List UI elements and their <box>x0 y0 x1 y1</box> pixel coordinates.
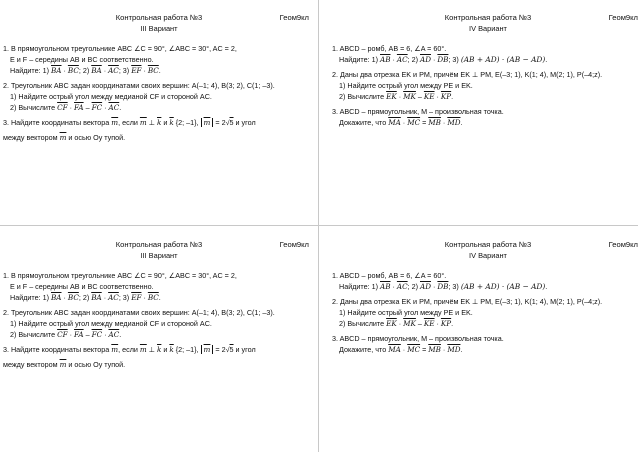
minus-operator: – <box>85 330 90 339</box>
vector: $\overline{BA}$ <box>91 66 102 75</box>
card-title: Контрольная работа №3 <box>444 13 532 22</box>
card-title: Контрольная работа №3 <box>115 13 203 22</box>
dot-operator: · <box>104 103 107 112</box>
separator: ; 2) <box>407 282 418 291</box>
vector: $\overline{k}$ <box>157 118 162 127</box>
vector: $\overline{FC}$ <box>91 103 103 112</box>
vector: $\overline{MA}$ <box>388 345 401 354</box>
problem-2-statement: 2. Даны два отрезка EK и PM, причём EK ⊥ PM, E(–3; 1), K(1; 4), M(2; 1), P(–4;z). <box>332 297 603 306</box>
vector: $\overline{MB}$ <box>428 118 441 127</box>
vector: $\overline{m}$ <box>139 118 147 127</box>
problem-1-statement: 1. В прямоугольном треугольнике ABC ∠C = 90°, ∠ABC = 30°, AC = 2, <box>3 271 237 280</box>
problem-1-find <box>3 293 315 302</box>
problem-2-statement: 2. Треугольник ABC задан координатами своих вершин: A(–1; 4), B(3; 2), C(1; –3). <box>3 308 275 317</box>
period: . <box>545 55 548 64</box>
problem-3-statement-2 <box>3 360 315 369</box>
dot-operator: · <box>143 66 146 75</box>
problem-1-find <box>332 282 638 291</box>
problem-2-subtask-1: 1) Найдите острый угол между PE и EK. <box>339 81 473 90</box>
period: . <box>460 345 463 354</box>
dot-operator: · <box>69 330 73 339</box>
problem-2-subtask-2 <box>332 319 638 328</box>
problem-3-text: и осью Oy тупой. <box>68 360 126 369</box>
problem-3-text: между вектором <box>3 360 58 369</box>
problem-3-prove <box>332 118 638 127</box>
separator: ; 3) <box>448 282 459 291</box>
vector: $\overline{m}$ <box>139 345 147 354</box>
vector: $\overline{AC}$ <box>396 55 408 64</box>
period: . <box>158 293 161 302</box>
vector: $\overline{AC}$ <box>108 66 119 75</box>
sqrt-symbol: √ <box>225 345 230 354</box>
vector: $\overline{AC}$ <box>108 330 120 339</box>
period: . <box>119 330 122 339</box>
vector: $\overline{EK}$ <box>386 92 397 101</box>
card-variant: IV Вариант <box>469 24 507 33</box>
separator: ; 3) <box>448 55 459 64</box>
coordinates: {2; –1}, <box>175 345 199 354</box>
problem-3-text: 3. Найдите координаты вектора <box>3 118 110 127</box>
card-variant: III Вариант <box>140 24 178 33</box>
dot-operator: · <box>104 330 107 339</box>
equals-sign: = <box>422 118 427 127</box>
problem-2-subtask-2 <box>3 103 315 112</box>
card-header <box>3 240 315 262</box>
dot-operator: · <box>432 282 436 291</box>
dot-operator: · <box>432 55 436 64</box>
vector: $\overline{AB}$ <box>380 282 391 291</box>
vector: $\overline{k}$ <box>169 118 174 127</box>
vector: $\overline{BA}$ <box>91 293 102 302</box>
card-title: Контрольная работа №3 <box>115 240 203 249</box>
period: . <box>119 103 122 112</box>
compute-label: 2) Вычислите <box>10 330 56 339</box>
dot-operator: · <box>436 92 439 101</box>
vector: $\overline{BC}$ <box>147 66 159 75</box>
vector: $\overline{CF}$ <box>57 330 68 339</box>
find-label: Найдите: 1) <box>339 282 379 291</box>
problem-1-find <box>332 55 638 64</box>
prove-label: Докажите, что <box>339 345 387 354</box>
perpendicular-symbol: ⊥ <box>148 345 156 354</box>
vector: $\overline{FC}$ <box>91 330 103 339</box>
card-title: Контрольная работа №3 <box>444 240 532 249</box>
coordinates: {2; –1}, <box>175 118 199 127</box>
period: . <box>460 118 463 127</box>
vector: $\overline{AC}$ <box>108 103 120 112</box>
vector: $\overline{BC}$ <box>67 293 79 302</box>
equals-sign: = <box>422 345 427 354</box>
dot-operator: · <box>103 66 107 75</box>
card-variant-4-bottom <box>332 240 638 458</box>
card-variant-3-top <box>3 13 315 231</box>
dot-operator: · <box>442 118 446 127</box>
card-grade: Геом9кл <box>608 13 638 22</box>
prove-label: Докажите, что <box>339 118 387 127</box>
separator: ; 3) <box>118 66 130 75</box>
separator: ; 2) <box>78 66 90 75</box>
find-label: Найдите: 1) <box>339 55 379 64</box>
equals-value: = 2 <box>215 118 226 127</box>
vector: $\overline{MK}$ <box>403 319 416 328</box>
vector: $\overline{AD}$ <box>420 55 431 64</box>
card-grade: Геом9кл <box>608 240 638 249</box>
problem-3-text: и <box>163 118 168 127</box>
problem-1-find <box>3 66 315 75</box>
vector: $\overline{FA}$ <box>74 103 84 112</box>
period: . <box>545 282 548 291</box>
vector: $\overline{m}$ <box>111 345 119 354</box>
vector: $\overline{CF}$ <box>57 103 68 112</box>
vector: $\overline{AD}$ <box>420 282 431 291</box>
problem-3-text: , если <box>118 345 138 354</box>
dot-operator: · <box>402 345 406 354</box>
vector-expression: (AB + AD) · (AB − AD) <box>460 55 546 64</box>
vector: $\overline{k}$ <box>157 345 162 354</box>
problem-3-text: и <box>163 345 168 354</box>
dot-operator: · <box>143 293 146 302</box>
vector: $\overline{k}$ <box>169 345 174 354</box>
dot-operator: · <box>392 55 395 64</box>
vector: $\overline{m}$ <box>59 133 67 142</box>
vector: $\overline{MD}$ <box>447 345 461 354</box>
vector: $\overline{BC}$ <box>67 66 79 75</box>
vector: $\overline{m}$ <box>111 118 119 127</box>
problem-3-text: и угол <box>235 118 256 127</box>
sqrt-radicand: 5 <box>229 345 234 354</box>
vector: $\overline{KE}$ <box>423 319 435 328</box>
vector: $\overline{MD}$ <box>447 118 461 127</box>
problem-2-subtask-1: 1) Найдите острый угол между медианой CF и стороной AC. <box>10 319 212 328</box>
find-label: Найдите: 1) <box>10 293 50 302</box>
dot-operator: · <box>103 293 107 302</box>
problem-3-statement: 3. ABCD – прямоугольник, M – произвольная точка. <box>332 334 504 343</box>
problem-3-prove <box>332 345 638 354</box>
period: . <box>158 66 161 75</box>
vector: $\overline{DB}$ <box>437 55 449 64</box>
dot-operator: · <box>442 345 446 354</box>
problem-2-subtask-1: 1) Найдите острый угол между медианой CF и стороной AC. <box>10 92 212 101</box>
minus-operator: – <box>417 319 422 328</box>
problem-1-statement: 1. ABCD – ромб, AB = 6, ∠A = 60°. <box>332 44 447 53</box>
vector: $\overline{MB}$ <box>428 345 441 354</box>
find-label: Найдите: 1) <box>10 66 50 75</box>
vertical-divider <box>318 0 319 452</box>
vector: $\overline{BC}$ <box>147 293 159 302</box>
vector: $\overline{MC}$ <box>407 118 421 127</box>
problem-2-subtask-2 <box>3 330 315 339</box>
vector: $\overline{EF}$ <box>131 293 142 302</box>
period: . <box>451 92 454 101</box>
dot-operator: · <box>398 92 402 101</box>
vector: $\overline{m}$ <box>203 345 211 354</box>
vector: $\overline{AC}$ <box>108 293 119 302</box>
card-variant-3-bottom <box>3 240 315 458</box>
vector: $\overline{KP}$ <box>440 319 452 328</box>
dot-operator: · <box>402 118 406 127</box>
vector: $\overline{EF}$ <box>131 66 142 75</box>
vector: $\overline{MA}$ <box>388 118 401 127</box>
separator: ; 3) <box>118 293 130 302</box>
vector: $\overline{DB}$ <box>437 282 449 291</box>
vector: $\overline{MK}$ <box>403 92 416 101</box>
problem-3-text: и осью Oy тупой. <box>68 133 126 142</box>
period: . <box>451 319 454 328</box>
vector: $\overline{AB}$ <box>380 55 391 64</box>
dot-operator: · <box>398 319 402 328</box>
card-header <box>332 13 638 35</box>
sqrt-symbol: √ <box>225 118 230 127</box>
equals-value: = 2 <box>215 345 226 354</box>
dot-operator: · <box>392 282 395 291</box>
problem-2-subtask-1: 1) Найдите острый угол между PE и EK. <box>339 308 473 317</box>
problem-3-text: и угол <box>235 345 256 354</box>
vector-expression: (AB + AD) · (AB − AD) <box>460 282 546 291</box>
card-header <box>332 240 638 262</box>
vector: $\overline{BA}$ <box>51 66 62 75</box>
minus-operator: – <box>85 103 90 112</box>
compute-label: 2) Вычислите <box>10 103 56 112</box>
problem-3-statement-2 <box>3 133 315 142</box>
compute-label: 2) Вычислите <box>339 319 385 328</box>
vector: $\overline{EK}$ <box>386 319 397 328</box>
dot-operator: · <box>63 293 66 302</box>
problem-1-statement-2: E и F – середины AB и BC соответственно. <box>10 282 154 291</box>
vector: $\overline{FA}$ <box>74 330 84 339</box>
absolute-value <box>201 118 214 127</box>
problem-3-text: 3. Найдите координаты вектора <box>3 345 110 354</box>
compute-label: 2) Вычислите <box>339 92 385 101</box>
problem-1-statement: 1. В прямоугольном треугольнике ABC ∠C = 90°, ∠ABC = 30°, AC = 2, <box>3 44 237 53</box>
card-variant: III Вариант <box>140 251 178 260</box>
card-grade: Геом9кл <box>279 13 309 22</box>
problem-3-text: между вектором <box>3 133 58 142</box>
problem-3-text: , если <box>118 118 138 127</box>
card-variant: IV Вариант <box>469 251 507 260</box>
separator: ; 2) <box>78 293 90 302</box>
perpendicular-symbol: ⊥ <box>148 118 156 127</box>
sqrt-radicand: 5 <box>229 118 234 127</box>
card-header <box>3 13 315 35</box>
vector: $\overline{m}$ <box>203 118 211 127</box>
problem-2-subtask-2 <box>332 92 638 101</box>
problem-2-statement: 2. Даны два отрезка EK и PM, причём EK ⊥ PM, E(–3; 1), K(1; 4), M(2; 1), P(–4;z). <box>332 70 603 79</box>
vector: $\overline{m}$ <box>59 360 67 369</box>
vector: $\overline{KE}$ <box>423 92 435 101</box>
dot-operator: · <box>436 319 439 328</box>
problem-1-statement-2: E и F – середины AB и BC соответственно. <box>10 55 154 64</box>
problem-3-statement <box>3 118 315 127</box>
card-variant-4-top <box>332 13 638 231</box>
problem-3-statement <box>3 345 315 354</box>
separator: ; 2) <box>407 55 418 64</box>
vector: $\overline{KP}$ <box>440 92 452 101</box>
problem-1-statement: 1. ABCD – ромб, AB = 6, ∠A = 60°. <box>332 271 447 280</box>
card-grade: Геом9кл <box>279 240 309 249</box>
minus-operator: – <box>417 92 422 101</box>
dot-operator: · <box>69 103 73 112</box>
vector: $\overline{AC}$ <box>396 282 408 291</box>
problem-2-statement: 2. Треугольник ABC задан координатами своих вершин: A(–1; 4), B(3; 2), C(1; –3). <box>3 81 275 90</box>
vector: $\overline{BA}$ <box>51 293 62 302</box>
vector: $\overline{MC}$ <box>407 345 421 354</box>
problem-3-statement: 3. ABCD – прямоугольник, M – произвольная точка. <box>332 107 504 116</box>
dot-operator: · <box>63 66 66 75</box>
absolute-value <box>201 345 214 354</box>
